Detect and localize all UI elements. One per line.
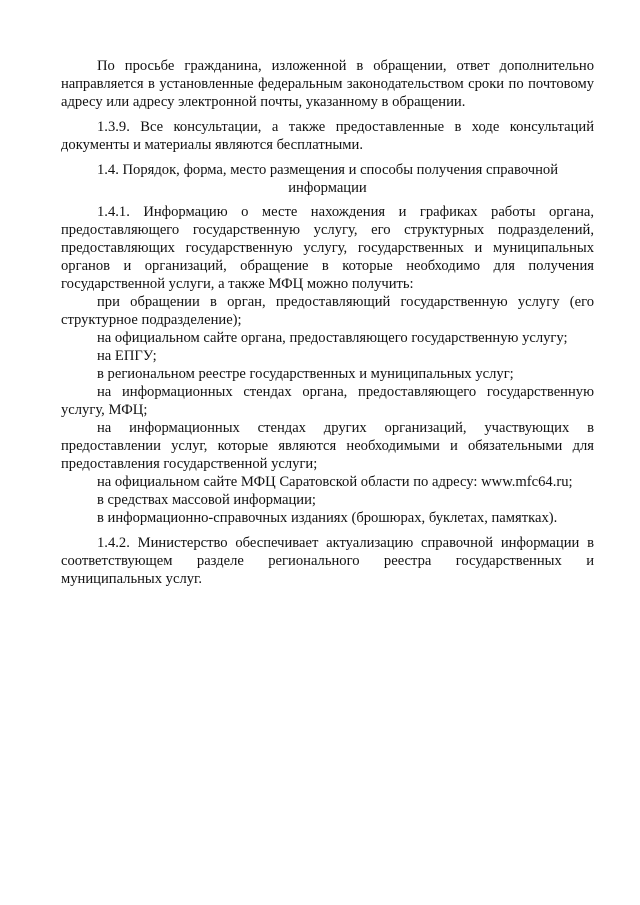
list-item: в информационно-справочных изданиях (брошюрах, буклетах, памятках). [97, 510, 558, 526]
list-item: в средствах массовой информации; [97, 492, 316, 508]
paragraph-1-3-9: 1.3.9. Все консультации, а также предоставленные в ходе консультаций документы и материалы являются бесплатными. [61, 119, 594, 153]
paragraph-1-4-2: 1.4.2. Министерство обеспечивает актуализацию справочной информации в соответствующем разделе регионального реестра государственных и муниципальных услуг. [61, 535, 594, 587]
list-item: на официальном сайте органа, предоставляющего государственную услугу; [97, 330, 568, 346]
document-page [61, 57, 594, 588]
list-item: на ЕПГУ; [97, 348, 157, 364]
paragraph-1-4-1: 1.4.1. Информацию о месте нахождения и графиках работы органа, предоставляющего государственную услугу, его структурных подразделений, предоставляющих государственную услугу, государственных и муниципальных органов и организаций, обращение в которые необходимо для получения государственной услуги, а также МФЦ можно получить: [61, 204, 594, 292]
list-item: в региональном реестре государственных и муниципальных услуг; [97, 366, 514, 382]
list-item: на официальном сайте МФЦ Саратовской области по адресу: www.mfc64.ru; [97, 474, 573, 490]
list-item: на информационных стендах органа, предоставляющего государственную услугу, МФЦ; [61, 384, 594, 418]
list-item: на информационных стендах других организаций, участвующих в предоставлении услуг, которые являются необходимыми и обязательными для предоставления государственной услуги; [61, 420, 594, 472]
paragraph-response-delivery: По просьбе гражданина, изложенной в обращении, ответ дополнительно направляется в установленные федеральным законодательством сроки по почтовому адресу или адресу электронной почты, указанному в обращении. [61, 58, 594, 110]
section-heading-1-4: 1.4. Порядок, форма, место размещения и способы получения справочной информации [96, 162, 559, 196]
list-item: при обращении в орган, предоставляющий государственную услугу (его структурное подразделение); [61, 294, 594, 328]
